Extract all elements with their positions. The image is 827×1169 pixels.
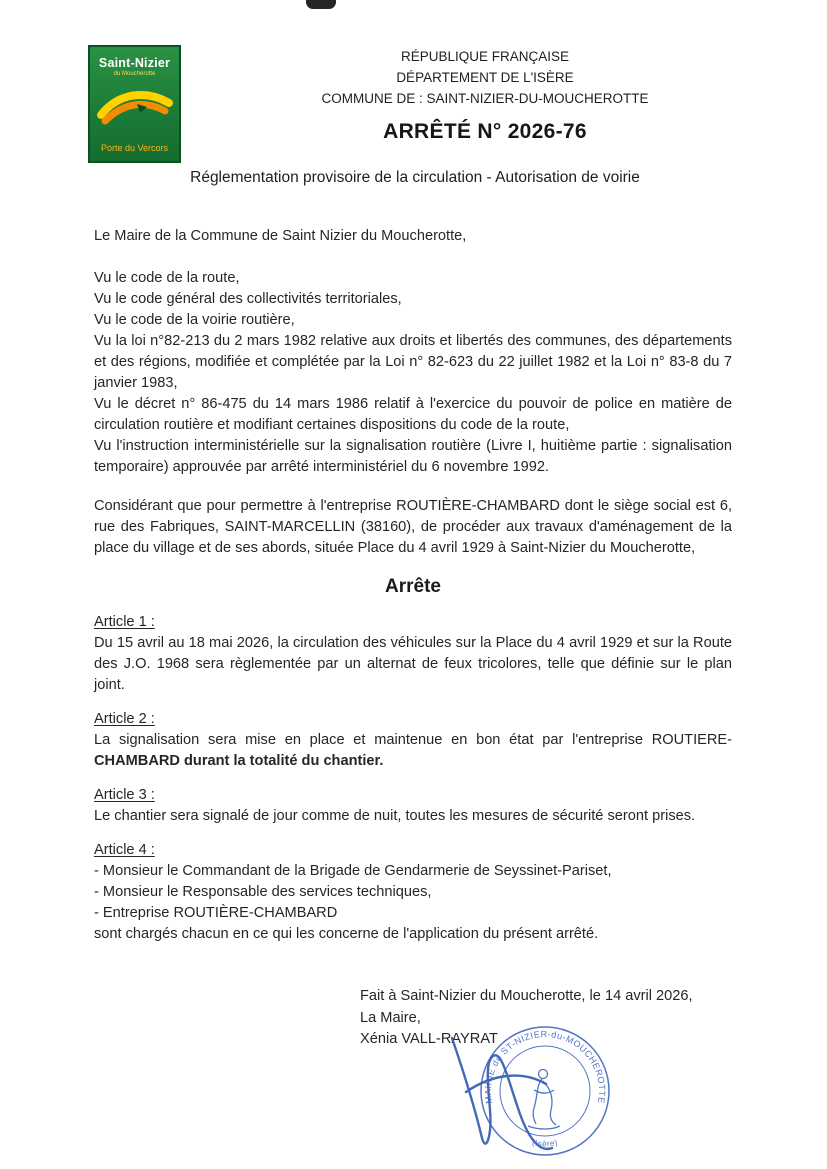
stamp-rings [481, 1027, 609, 1155]
vu-line: Vu le code général des collectivités territoriales, [94, 291, 402, 307]
vu-line: Vu le code de la route, [94, 270, 240, 286]
stamp-and-signature [430, 1018, 680, 1169]
article-2 [94, 709, 732, 772]
svg-text:(Isère) [531, 1138, 558, 1148]
stamp-ring-text: MAIRIE de ST-NIZIER-du-MOUCHEROTTE [482, 1029, 608, 1105]
scan-artifact [306, 0, 336, 9]
page-title: ARRÊTÉ N° 2026-76 [383, 120, 587, 143]
article-3-label: Article 3 : [94, 787, 155, 803]
signature-place-date: Fait à Saint-Nizier du Moucherotte, le 14 avril 2026, [360, 988, 693, 1004]
article-2-text [94, 730, 732, 772]
logo-title: Saint-Nizier [98, 56, 171, 70]
stamp-seal [481, 1027, 609, 1155]
article-4-label: Article 4 : [94, 842, 155, 858]
signature-name: Xénia VALL-RAYRAT [360, 1031, 498, 1047]
stamp-text [483, 1029, 607, 1148]
article-3-text: Le chantier sera signalé de jour comme de nuit, toutes les mesures de sécurité seront prises. [94, 808, 696, 824]
article-1 [94, 612, 732, 696]
article-1-text: Du 15 avril au 18 mai 2026, la circulation des véhicules sur la Place du 4 avril 1929 et sur la Route des J.O. 1968 sera règlementée par un alternat de feux tricolores, telle que définie sur le plan joint. [94, 635, 732, 693]
logo-swoosh-icon [95, 84, 175, 133]
vu-line: Vu la loi n°82-213 du 2 mars 1982 relative aux droits et libertés des communes, des départements et des régions, modifiée et complétée par la Loi n° 82-623 du 22 juillet 1982 et la Loi n° 83-8 du 7 janvier 1983, [94, 333, 732, 391]
document-header [185, 46, 785, 109]
article-2-text-bold: CHAMBARD durant la totalité du chantier. [94, 753, 384, 769]
header-line-commune: COMMUNE DE : SAINT-NIZIER-DU-MOUCHEROTTE [321, 91, 649, 106]
commune-logo [88, 45, 181, 163]
header-line-republique: RÉPUBLIQUE FRANÇAISE [400, 49, 570, 64]
article-4-closing: sont chargés chacun en ce qui les concerne de l'application du présent arrêté. [94, 926, 599, 942]
considerant-paragraph: Considérant que pour permettre à l'entreprise ROUTIÈRE-CHAMBARD dont le siège social est 6, rue des Fabriques, SAINT-MARCELLIN (38160), de procéder aux travaux d'aménagement de la place du village et de ses abords, située Place du 4 avril 1929 à Saint-Nizier du Moucherotte, [94, 498, 732, 556]
article-2-text-normal: La signalisation sera mise en place et maintenue en bon état par l'entreprise ROUTIERE- [94, 732, 732, 748]
arrete-heading: Arrête [385, 576, 441, 597]
intro-line: Le Maire de la Commune de Saint Nizier du Moucherotte, [94, 228, 467, 244]
article-4-item: - Monsieur le Commandant de la Brigade de Gendarmerie de Seyssinet-Pariset, [94, 863, 612, 879]
signature-title: La Maire, [360, 1009, 421, 1026]
article-4 [94, 840, 732, 945]
vu-block [94, 268, 732, 478]
logo-subtitle: du Moucherotte [113, 71, 156, 77]
article-4-item: - Monsieur le Responsable des services techniques, [94, 884, 432, 900]
vu-line: Vu l'instruction interministérielle sur la signalisation routière (Livre I, huitième partie : signalisation temporaire) approuvée par arrêté interministériel du 6 novembre 1992. [94, 438, 732, 475]
document-body [94, 226, 732, 958]
page-subtitle: Réglementation provisoire de la circulation - Autorisation de voirie [190, 169, 640, 186]
article-2-label: Article 2 : [94, 711, 155, 727]
header-line-departement: DÉPARTEMENT DE L'ISÈRE [396, 70, 574, 85]
vu-line: Vu le décret n° 86-475 du 14 mars 1986 relatif à l'exercice du pouvoir de police en matière de circulation routière et modifiant certaines dispositions du code de la route, [94, 396, 732, 433]
stamp-sub-text: (Isère) [531, 1137, 559, 1149]
article-4-item: - Entreprise ROUTIÈRE-CHAMBARD [94, 905, 338, 921]
vu-line: Vu le code de la voirie routière, [94, 312, 295, 328]
logo-tagline: Porte du Vercors [100, 143, 169, 153]
article-1-label: Article 1 : [94, 614, 155, 630]
article-3 [94, 785, 732, 827]
